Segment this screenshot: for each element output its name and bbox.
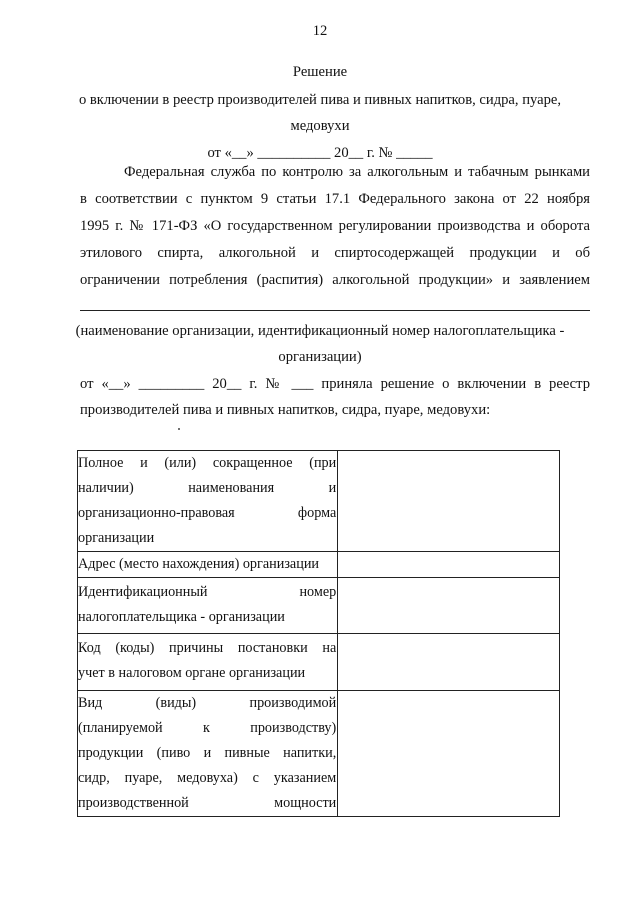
table-row bbox=[78, 552, 560, 578]
table-row bbox=[78, 634, 560, 691]
body-line-1: Федеральная служба по контролю за алкогольным и табачным рынками bbox=[124, 164, 590, 180]
table-value-cell bbox=[338, 552, 560, 578]
label-line: организационно-правовая форма bbox=[78, 505, 337, 521]
decision-line-2: производителей пива и пивных напитков, сидра, пуаре, медовухи: bbox=[80, 402, 491, 418]
table-label-cell bbox=[78, 634, 338, 691]
label-line: продукции (пиво и пивные напитки, bbox=[78, 745, 337, 761]
label-line: Идентификационный номер bbox=[78, 584, 337, 600]
table-value-cell bbox=[338, 578, 560, 634]
table-label-cell bbox=[78, 451, 338, 552]
document-date-line: от «__» __________ 20__ г. № _____ bbox=[207, 145, 433, 161]
label-line: Полное и (или) сокращенное (при bbox=[78, 455, 337, 471]
label-line: сидр, пуаре, медовуха) с указанием bbox=[78, 770, 337, 786]
rule-caption-line-1: (наименование организации, идентификационный номер налогоплательщика - bbox=[75, 323, 565, 339]
table-row bbox=[78, 578, 560, 634]
body-line-4: этилового спирта, алкогольной и спиртосодержащей продукции и об bbox=[80, 245, 590, 261]
body-line-5: ограничении потребления (распития) алкогольной продукции» и заявлением bbox=[80, 272, 590, 288]
stray-mark bbox=[178, 428, 180, 430]
body-line-2: в соответствии с пунктом 9 статьи 17.1 Федерального закона от 22 ноября bbox=[80, 191, 590, 207]
table-row bbox=[78, 451, 560, 552]
body-line-3: 1995 г. № 171-ФЗ «О государственном регулировании производства и оборота bbox=[80, 218, 590, 234]
registry-table bbox=[77, 450, 560, 817]
label-line: организации bbox=[78, 530, 155, 546]
label-line: Вид (виды) производимой bbox=[78, 695, 337, 711]
document-title: Решение bbox=[292, 64, 348, 80]
table-label-cell bbox=[78, 552, 338, 578]
table-value-cell bbox=[338, 691, 560, 817]
rule-caption-line-2: организации) bbox=[278, 349, 362, 365]
label-line: производственной мощности bbox=[78, 795, 337, 811]
table-label-cell bbox=[78, 578, 338, 634]
label-line: (планируемой к производству) bbox=[78, 720, 337, 736]
document-subtitle-line-1: о включении в реестр производителей пива и пивных напитков, сидра, пуаре, bbox=[78, 92, 562, 108]
table-row bbox=[78, 691, 560, 817]
label-line: налогоплательщика - организации bbox=[78, 609, 285, 625]
document-subtitle-line-2: медовухи bbox=[290, 118, 350, 134]
organization-name-rule bbox=[80, 310, 590, 311]
label-line: Код (коды) причины постановки на bbox=[78, 640, 337, 656]
table-value-cell bbox=[338, 634, 560, 691]
label-line: Адрес (место нахождения) организации bbox=[78, 556, 320, 572]
table-label-cell bbox=[78, 691, 338, 817]
label-line: наличии) наименования и bbox=[78, 480, 337, 496]
page-number: 12 bbox=[312, 23, 328, 39]
label-line: учет в налоговом органе организации bbox=[78, 665, 306, 681]
table-value-cell bbox=[338, 451, 560, 552]
decision-line-1: от «__» _________ 20__ г. № ___ приняла решение о включении в реестр bbox=[80, 376, 590, 392]
